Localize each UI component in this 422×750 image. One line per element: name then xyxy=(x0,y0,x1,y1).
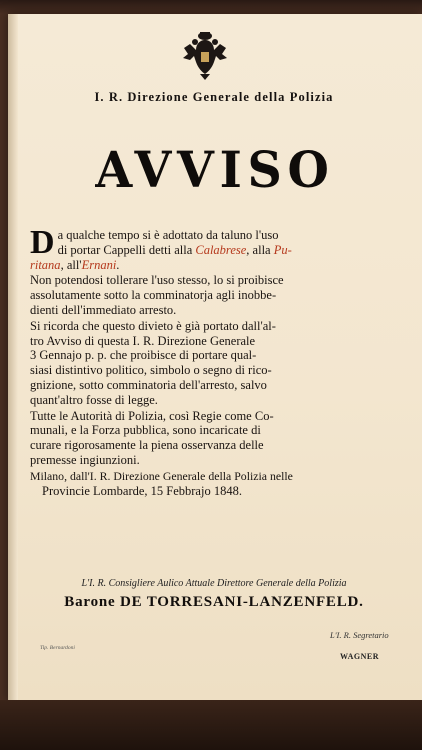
text-line xyxy=(58,243,398,258)
text-line: siasi distintivo politico, simbolo o segno di rico- xyxy=(30,363,272,378)
paragraph-1 xyxy=(30,224,398,272)
paragraph-2 xyxy=(30,273,398,317)
text-segment-italic: Ernani xyxy=(81,257,117,272)
double-headed-eagle-icon xyxy=(180,28,230,80)
text-segment-italic: ritana xyxy=(30,257,61,272)
director-title: L'I. R. Consigliere Aulico Attuale Direttore Generale della Polizia xyxy=(81,578,347,589)
text-line: Provincie Lombarde, 15 Febbrajo 1848. xyxy=(42,483,242,498)
text-segment: , alla xyxy=(246,242,274,257)
book-spine-shadow xyxy=(8,14,18,702)
director-signature: Barone DE TORRESANI-LANZENFELD. xyxy=(64,594,364,610)
text-line: a qualche tempo si è adottato da taluno l'uso xyxy=(57,228,279,242)
text-line: dienti dell'immediato arresto. xyxy=(30,302,177,317)
text-line: 3 Gennajo p. p. che proibisce di portare qual- xyxy=(30,348,257,363)
text-segment: . xyxy=(116,257,120,272)
paragraph-5-date xyxy=(30,469,398,499)
text-line: Milano, dall'I. R. Direzione Generale della Polizia nelle xyxy=(30,468,293,483)
issuing-authority-header: I. R. Direzione Generale della Polizia xyxy=(94,90,334,104)
drop-cap: D xyxy=(30,224,55,261)
photo-top-shadow xyxy=(0,0,422,14)
text-line: Non potendosi tollerare l'uso stesso, lo si proibisce xyxy=(30,273,284,288)
text-line: tro Avviso di questa I. R. Direzione Generale xyxy=(30,333,256,348)
text-line: premesse ingiunzioni. xyxy=(30,452,140,467)
text-line: Si ricorda che questo divieto è già portato dall'al- xyxy=(30,318,276,333)
text-segment-italic: Calabrese xyxy=(195,242,247,257)
text-segment: di portar Cappelli detti alla xyxy=(57,242,196,257)
text-line xyxy=(30,258,398,273)
notice-title: AVVISO xyxy=(95,140,335,199)
text-line: curare rigorosamente la piena osservanza delle xyxy=(30,438,264,453)
paragraph-4 xyxy=(30,409,398,468)
text-line: munali, e la Forza pubblica, sono incaricate di xyxy=(30,423,261,438)
text-line: Tutte le Autorità di Polizia, così Regie come Co- xyxy=(30,408,274,423)
text-line: assolutamente sotto la comminatorja agli inobbe- xyxy=(30,288,277,303)
printer-imprint: Tip. Bernardoni xyxy=(40,645,75,651)
secretary-signature: WAGNER xyxy=(340,652,380,661)
paragraph-3 xyxy=(30,319,398,408)
text-segment-italic: Pu- xyxy=(273,242,292,257)
notice-body xyxy=(30,224,398,499)
text-line: quant'altro fosse di legge. xyxy=(30,392,158,407)
photo-bottom-shadow xyxy=(0,700,422,750)
text-line: gnizione, sotto comminatoria dell'arresto, salvo xyxy=(30,377,267,392)
text-segment: , all' xyxy=(60,257,82,272)
secretary-title: L'I. R. Segretario xyxy=(330,630,389,640)
